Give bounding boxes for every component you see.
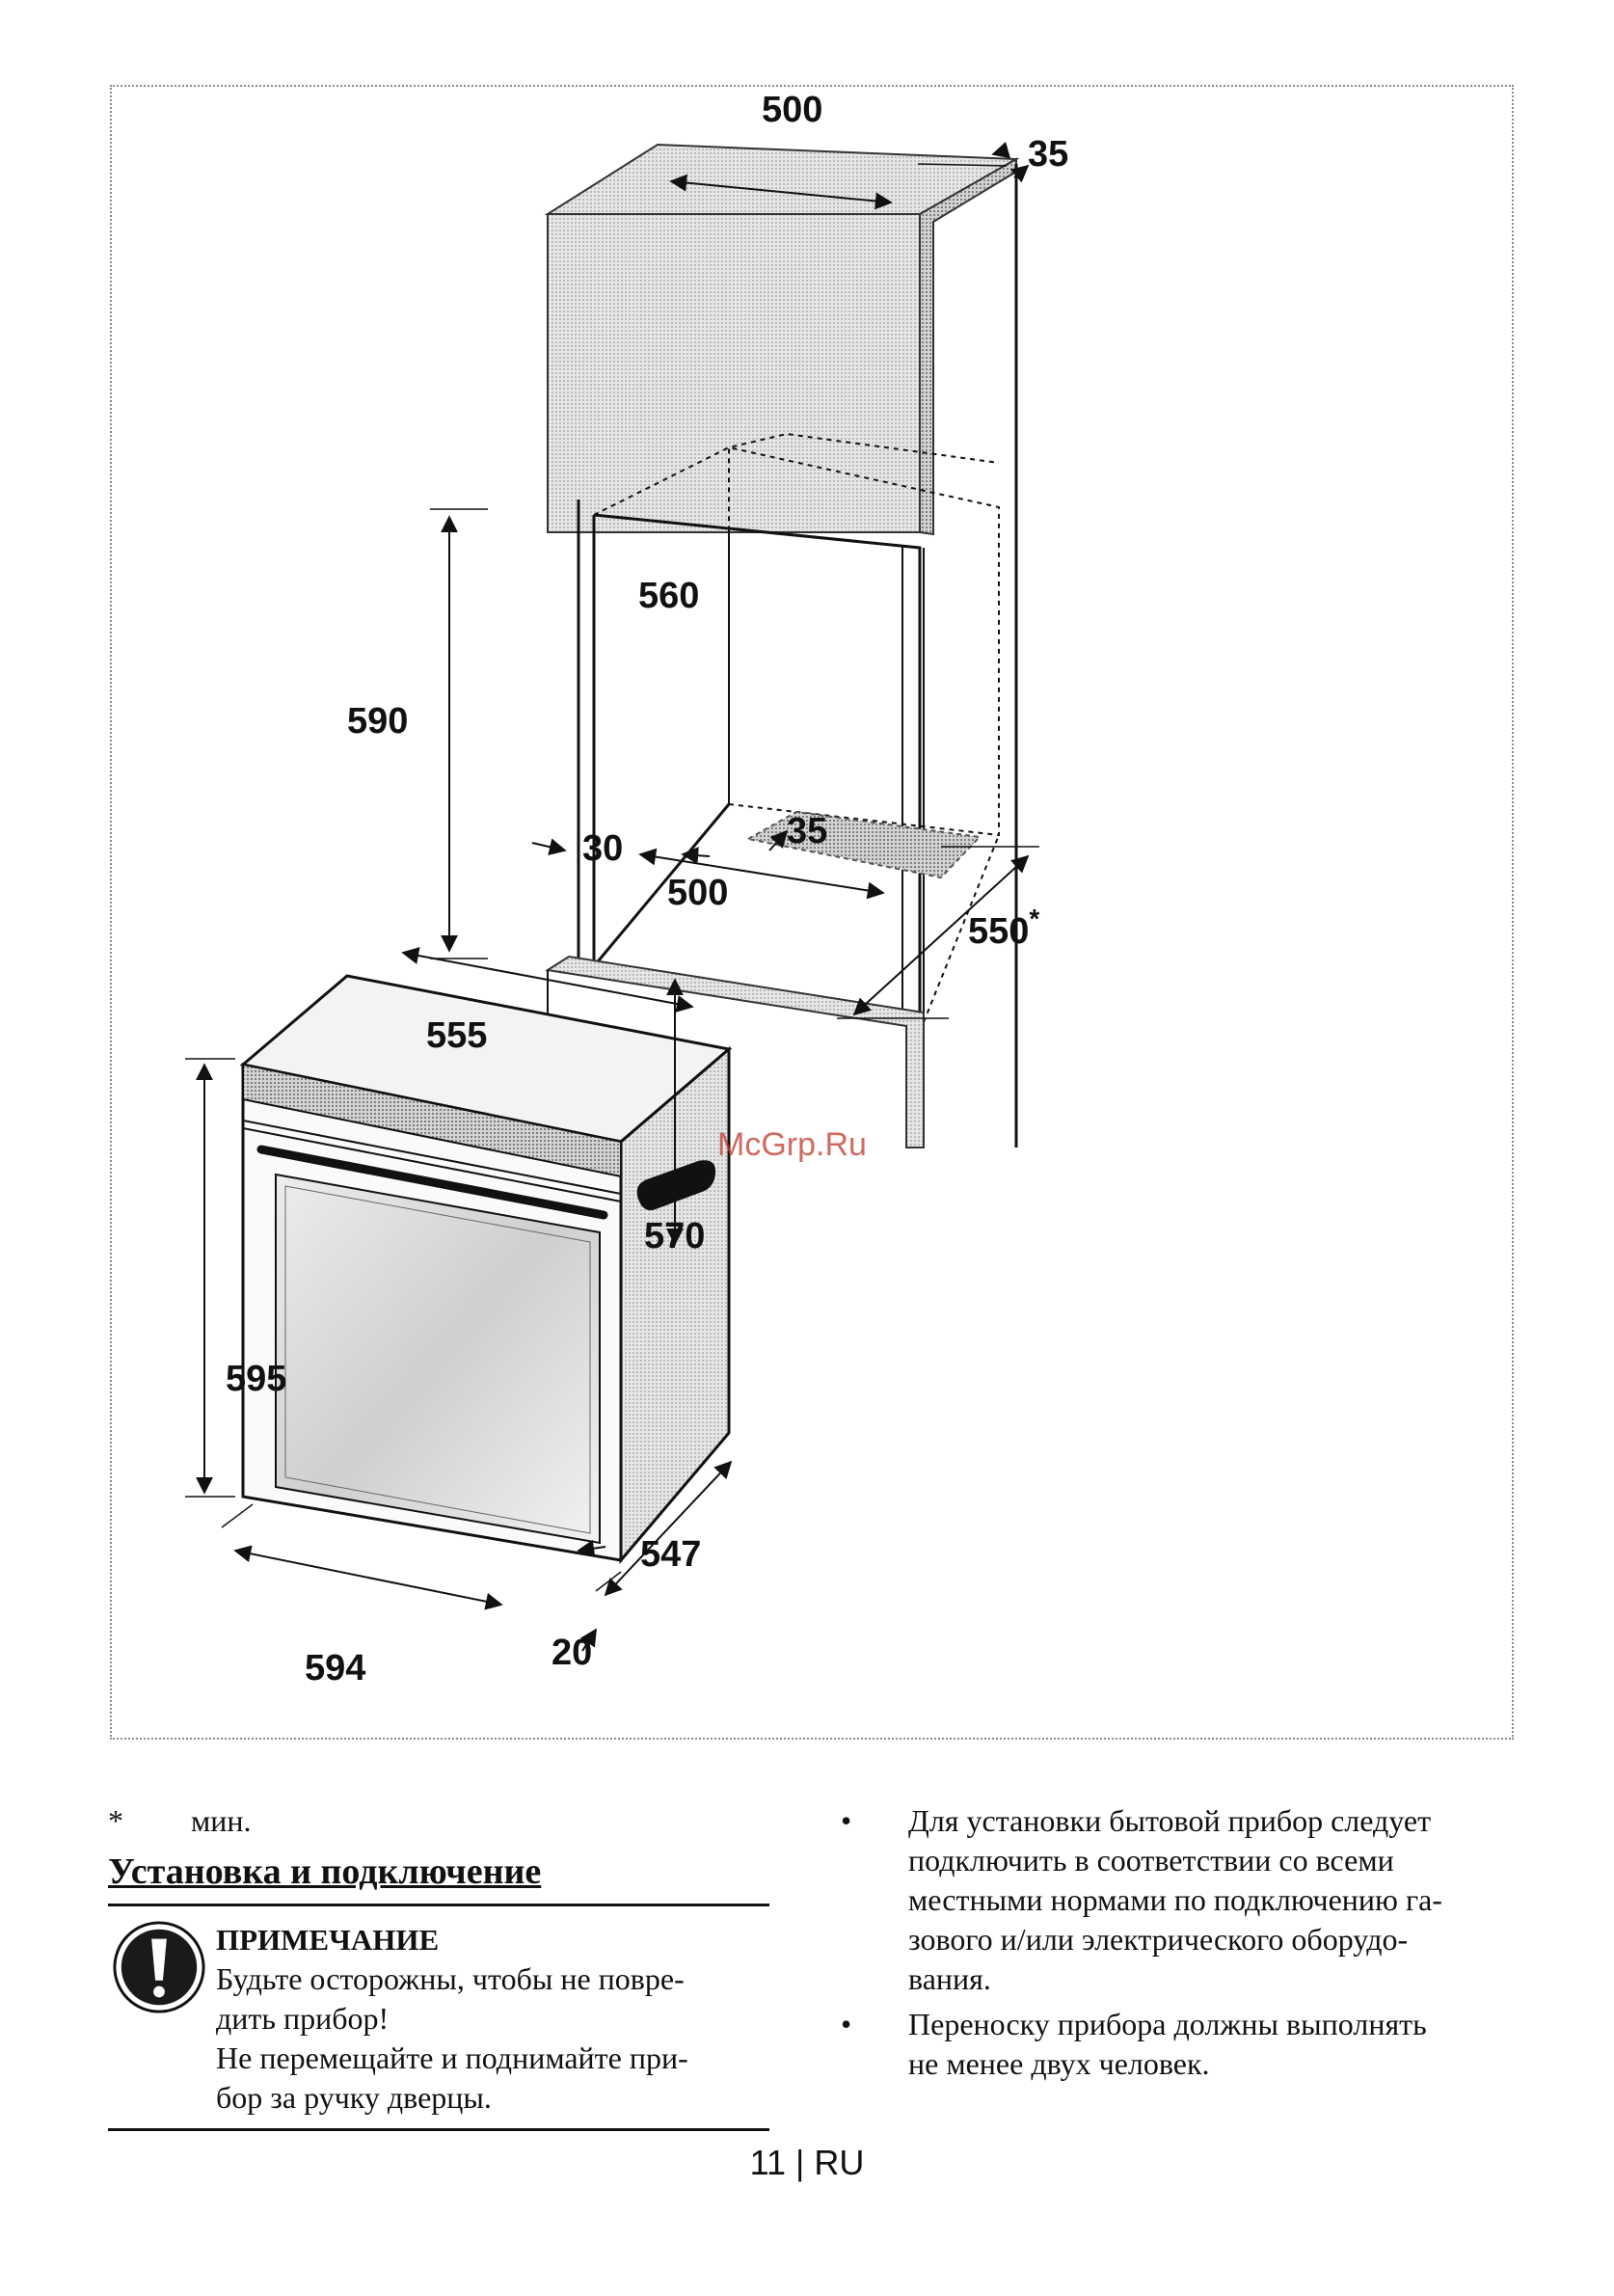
dimension-drawing	[112, 87, 1512, 1738]
page-number: 11 | RU	[749, 2143, 865, 2182]
bullet-text	[908, 1801, 1525, 1999]
bullet-line: вания.	[908, 1961, 991, 1996]
note-body	[216, 1920, 688, 2118]
bullet-line: зового и/или электрического оборудо-	[908, 1922, 1409, 1957]
dim-niche-width: 560	[638, 576, 700, 616]
left-column	[108, 1801, 769, 2118]
note-line: дить прибор!	[216, 2001, 390, 2036]
oven	[243, 976, 729, 1560]
dim-oven-side-depth: 547	[640, 1534, 702, 1575]
bullet-item	[831, 1801, 1525, 1999]
dim-oven-front-height: 595	[226, 1359, 287, 1399]
dim-oven-top-depth: 555	[426, 1015, 488, 1056]
dim-niche-height: 590	[347, 701, 409, 742]
bullet-item	[831, 2005, 1525, 2084]
watermark: McGrp.Ru	[717, 1126, 867, 1163]
dim-niche-bottom-depth: 500	[667, 873, 729, 913]
footnote-mark: *	[108, 1803, 123, 1838]
section-heading: Установка и подключение	[108, 1848, 769, 1906]
bullet-line: Для установки бытовой прибор следует	[908, 1803, 1432, 1838]
dim-oven-body-height: 570	[644, 1216, 706, 1256]
upper-cabinet	[548, 145, 1016, 534]
dim-niche-side-gap: 30	[582, 828, 624, 869]
right-column	[831, 1801, 1525, 2090]
note-title: ПРИМЕЧАНИЕ	[216, 1923, 440, 1957]
bullet-line: местными нормами по подключению га-	[908, 1882, 1442, 1917]
bullet-line: Переноску прибора должны выполнять	[908, 2007, 1427, 2041]
bullet-mark: •	[841, 2007, 852, 2041]
note-line: бор за ручку дверцы.	[216, 2080, 492, 2115]
dim-niche-top-depth: 500	[762, 90, 823, 130]
dim-niche-top-gap: 35	[1028, 134, 1069, 175]
warning-exclamation-icon	[112, 1920, 206, 2014]
bullet-mark: •	[841, 1803, 852, 1838]
section-bottom-rule	[108, 2128, 769, 2131]
footnote	[108, 1801, 769, 1840]
dim-oven-front-width: 594	[305, 1648, 366, 1688]
footnote-text: мин.	[191, 1803, 252, 1838]
note-line: Будьте осторожны, чтобы не повре-	[216, 1961, 685, 1996]
bullet-line: не менее двух человек.	[908, 2046, 1210, 2081]
note-line: Не перемещайте и поднимайте при-	[216, 2040, 688, 2075]
bullet-text	[908, 2005, 1525, 2084]
installation-diagram	[110, 85, 1514, 1740]
dim-niche-depth: 550*	[968, 904, 1040, 952]
dim-niche-slot-gap: 35	[787, 811, 828, 851]
dim-oven-front-thickness: 20	[551, 1633, 593, 1673]
bullet-line: подключить в соответствии со всеми	[908, 1843, 1394, 1877]
note-block	[108, 1920, 769, 2118]
